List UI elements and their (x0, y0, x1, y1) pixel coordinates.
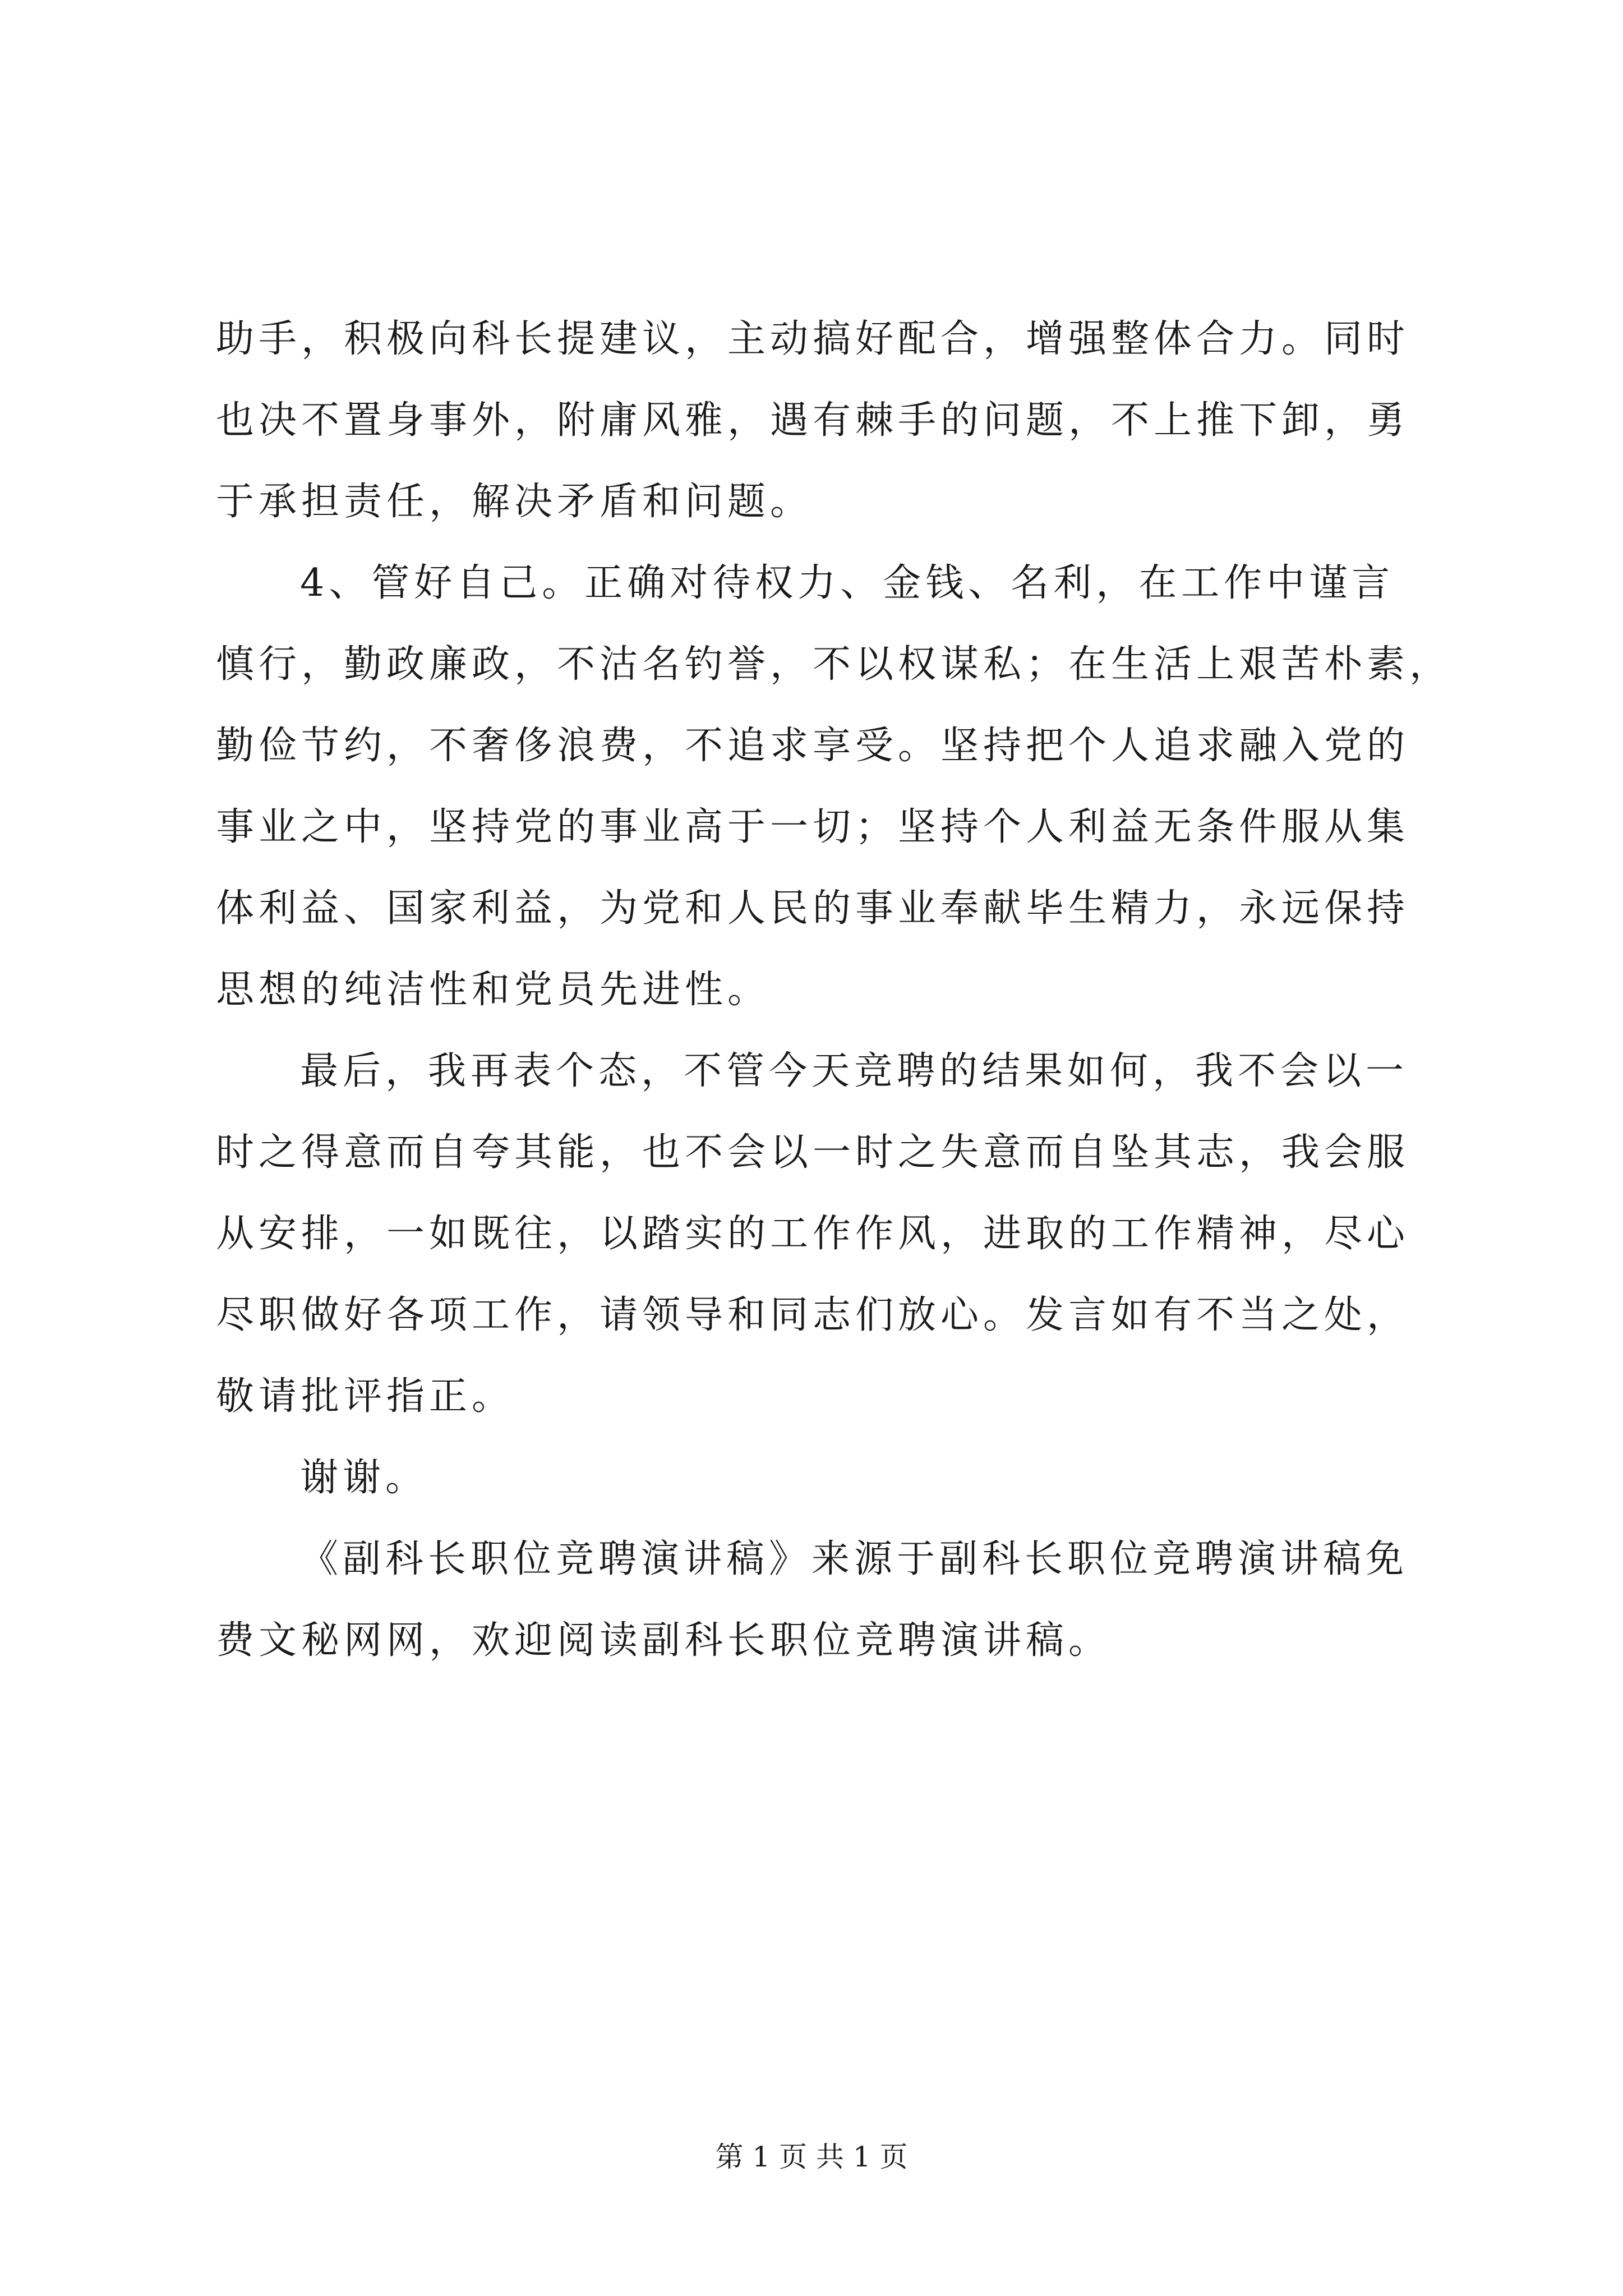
body-line: 思想的纯洁性和党员先进性。 (216, 968, 771, 1012)
body-line: 体利益、国家利益，为党和人民的事业奉献毕生精力，永远保持 (216, 886, 1410, 931)
body-line: 最后，我再表个态，不管今天竞聘的结果如何，我不会以一 (300, 1049, 1409, 1093)
body-line: 谢谢。 (300, 1456, 428, 1500)
body-line: 勤俭节约，不奢侈浪费，不追求享受。坚持把个人追求融入党的 (216, 724, 1410, 768)
body-line: 尽职做好各项工作，请领导和同志们放心。发言如有不当之处， (216, 1293, 1410, 1337)
body-line: 助手，积极向科长提建议，主动搞好配合，增强整体合力。同时 (216, 317, 1410, 361)
body-line: 也决不置身事外，附庸风雅，遇有棘手的问题，不上推下卸，勇 (216, 398, 1410, 443)
body-line: 费文秘网网，欢迎阅读副科长职位竞聘演讲稿。 (216, 1618, 1112, 1663)
body-line: 敬请批评指正。 (216, 1374, 515, 1419)
body-line: 时之得意而自夸其能，也不会以一时之失意而自坠其志，我会服 (216, 1130, 1410, 1175)
body-line: 《副科长职位竞聘演讲稿》来源于副科长职位竞聘演讲稿免 (300, 1537, 1409, 1581)
body-line: 从安排，一如既往，以踏实的工作作风，进取的工作精神，尽心 (216, 1212, 1410, 1256)
body-line: 于承担责任，解决矛盾和问题。 (216, 480, 813, 524)
body-line: 4、管好自己。正确对待权力、金钱、名利，在工作中谨言 (300, 561, 1395, 605)
body-line: 事业之中，坚持党的事业高于一切；坚持个人利益无条件服从集 (216, 805, 1410, 849)
page-number-footer: 第 1 页 共 1 页 (715, 2141, 908, 2173)
body-line: 慎行，勤政廉政，不沽名钓誉，不以权谋私；在生活上艰苦朴素， (216, 642, 1453, 687)
